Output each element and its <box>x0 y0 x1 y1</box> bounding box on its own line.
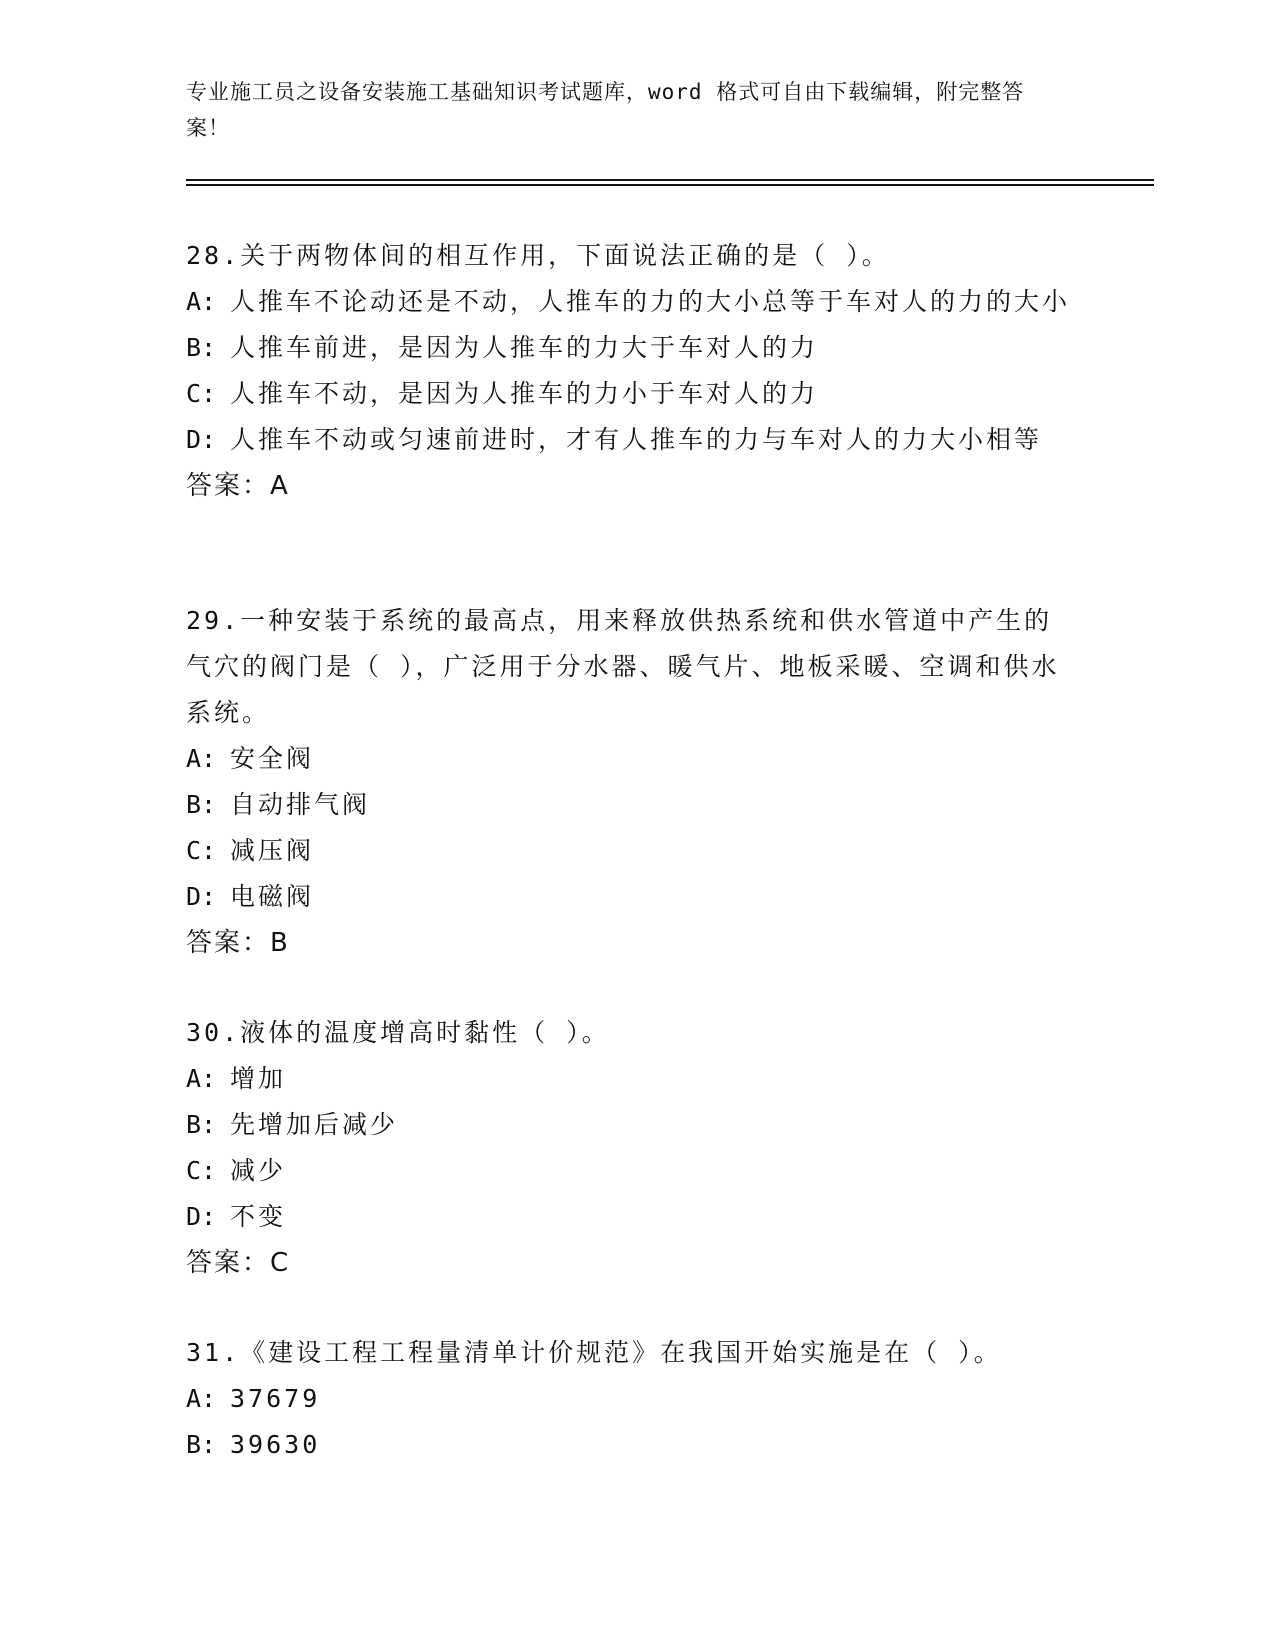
option-key: D: <box>186 425 217 454</box>
option-text: 37679 <box>230 1384 321 1413</box>
answer-label: 答案：C <box>186 1248 291 1278</box>
option-c <box>186 1148 1076 1194</box>
option-text: 39630 <box>230 1430 321 1459</box>
option-text: 人推车不动或匀速前进时，才有人推车的力与车对人的力大小相等 <box>230 425 1043 454</box>
option-b <box>186 1422 1076 1468</box>
option-key: B: <box>186 333 217 362</box>
option-text: 减少 <box>230 1156 287 1185</box>
option-text: 人推车不论动还是不动，人推车的力的大小总等于车对人的力的大小 <box>230 287 1071 316</box>
option-d <box>186 874 1076 920</box>
option-key: B: <box>186 1430 217 1459</box>
question-31 <box>186 1330 1076 1468</box>
question-stem: 31.《建设工程工程量清单计价规范》在我国开始实施是在（ ）。 <box>186 1338 1002 1367</box>
option-c <box>186 371 1076 417</box>
question-stem: 28.关于两物体间的相互作用，下面说法正确的是（ ）。 <box>186 241 890 270</box>
option-text: 不变 <box>230 1202 287 1231</box>
option-d <box>186 417 1076 463</box>
option-key: A: <box>186 1064 217 1093</box>
option-b <box>186 1102 1076 1148</box>
option-text: 自动排气阀 <box>230 790 371 819</box>
option-c <box>186 828 1076 874</box>
header-divider <box>186 179 1154 181</box>
option-text: 电磁阀 <box>230 882 315 911</box>
question-stem: 30.液体的温度增高时黏性（ ）。 <box>186 1018 610 1047</box>
option-b <box>186 782 1076 828</box>
option-text: 先增加后减少 <box>230 1110 399 1139</box>
option-key: A: <box>186 744 217 773</box>
document-header-title: 专业施工员之设备安装施工基础知识考试题库，word 格式可自由下载编辑，附完整答案！ <box>186 80 1025 140</box>
option-key: C: <box>186 379 217 408</box>
option-a <box>186 1376 1076 1422</box>
option-key: A: <box>186 287 217 316</box>
option-a <box>186 1056 1076 1102</box>
option-key: A: <box>186 1384 217 1413</box>
option-key: D: <box>186 1202 217 1231</box>
question-29 <box>186 598 1076 966</box>
option-b <box>186 325 1076 371</box>
question-28 <box>186 233 1076 509</box>
option-text: 增加 <box>230 1064 287 1093</box>
option-text: 安全阀 <box>230 744 315 773</box>
option-key: B: <box>186 790 217 819</box>
option-text: 人推车不动，是因为人推车的力小于车对人的力 <box>230 379 819 408</box>
option-key: D: <box>186 882 217 911</box>
option-key: C: <box>186 1156 217 1185</box>
header-divider-double <box>186 184 1154 186</box>
option-a <box>186 279 1076 325</box>
question-30 <box>186 1010 1076 1286</box>
option-text: 人推车前进，是因为人推车的力大于车对人的力 <box>230 333 819 362</box>
option-a <box>186 736 1076 782</box>
answer-label: 答案：B <box>186 928 290 958</box>
option-key: C: <box>186 836 217 865</box>
option-text: 减压阀 <box>230 836 315 865</box>
option-key: B: <box>186 1110 217 1139</box>
answer-label: 答案：A <box>186 471 290 501</box>
option-d <box>186 1194 1076 1240</box>
question-stem: 29.一种安装于系统的最高点，用来释放供热系统和供水管道中产生的气穴的阀门是（ ），广泛用于分水器、暖气片、地板采暖、空调和供水系统。 <box>186 606 1060 727</box>
